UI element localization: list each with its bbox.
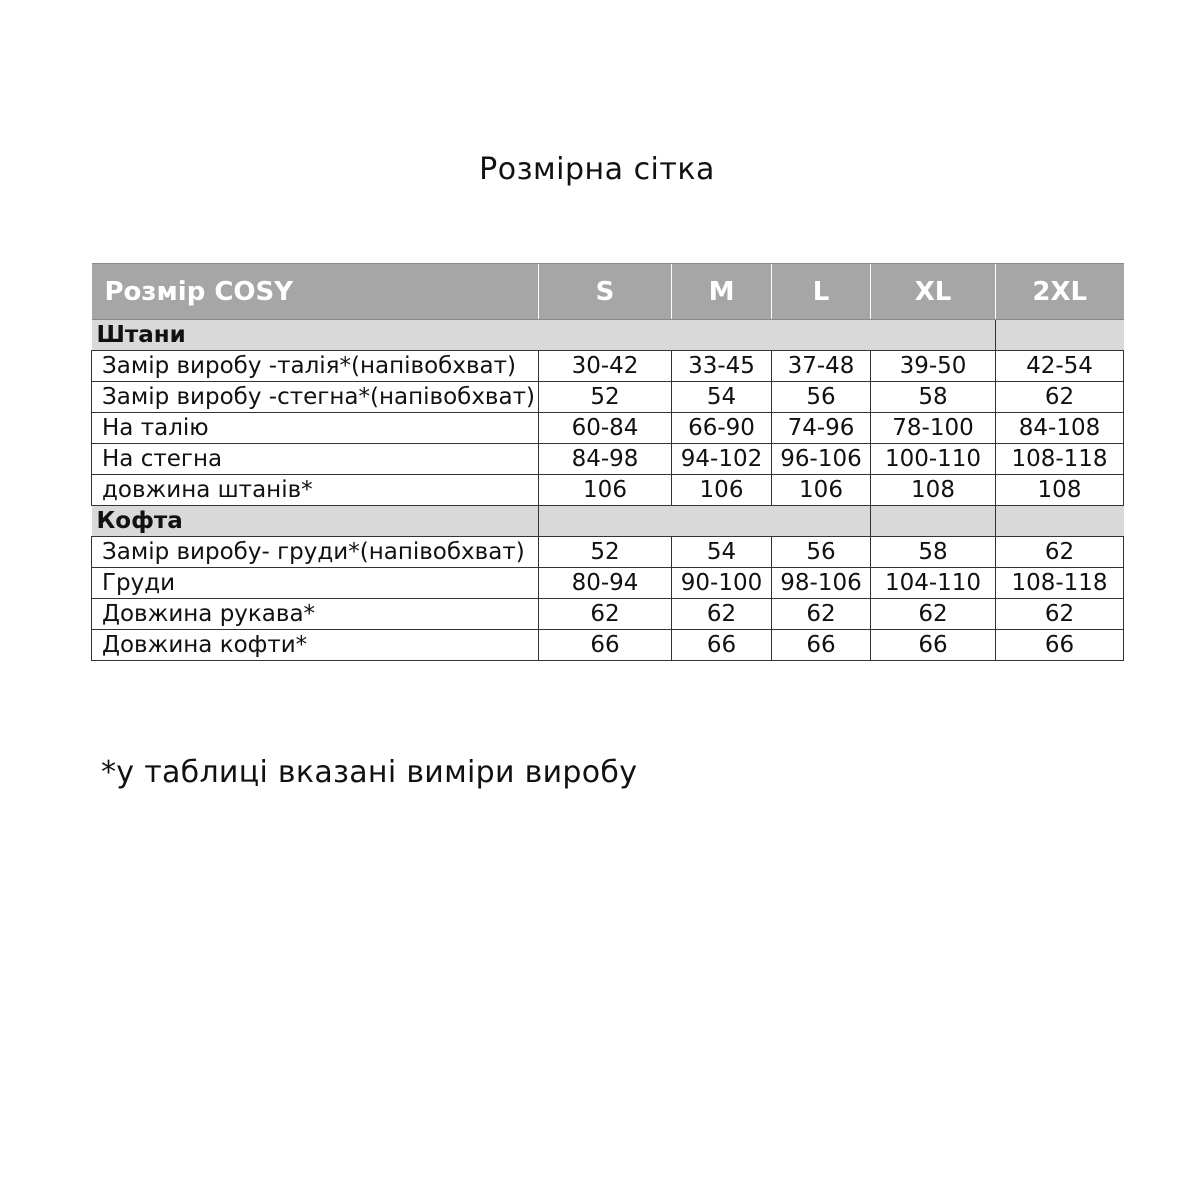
cell-value: 106 bbox=[539, 475, 672, 506]
cell-value: 56 bbox=[772, 382, 871, 413]
cell-value: 30-42 bbox=[539, 351, 672, 382]
cell-value: 84-98 bbox=[539, 444, 672, 475]
table-row bbox=[92, 444, 1124, 475]
cell-value: 37-48 bbox=[772, 351, 871, 382]
section-row-pants bbox=[92, 320, 1124, 351]
cell-value: 62 bbox=[996, 537, 1124, 568]
cell-value: 90-100 bbox=[672, 568, 772, 599]
section-filler bbox=[996, 320, 1124, 351]
cell-value: 66 bbox=[772, 630, 871, 661]
cell-value: 104-110 bbox=[871, 568, 996, 599]
page-title: Розмірна сітка bbox=[479, 152, 715, 187]
table-row bbox=[92, 475, 1124, 506]
header-label: Розмір COSY bbox=[92, 264, 539, 320]
row-label: довжина штанів* bbox=[92, 475, 539, 506]
size-header-m: M bbox=[672, 264, 772, 320]
cell-value: 106 bbox=[772, 475, 871, 506]
cell-value: 66 bbox=[871, 630, 996, 661]
size-chart-table bbox=[91, 263, 1124, 661]
cell-value: 96-106 bbox=[772, 444, 871, 475]
cell-value: 80-94 bbox=[539, 568, 672, 599]
row-label: На талію bbox=[92, 413, 539, 444]
cell-value: 62 bbox=[871, 599, 996, 630]
cell-value: 62 bbox=[672, 599, 772, 630]
row-label: Груди bbox=[92, 568, 539, 599]
cell-value: 100-110 bbox=[871, 444, 996, 475]
table-row bbox=[92, 599, 1124, 630]
cell-value: 106 bbox=[672, 475, 772, 506]
table-row bbox=[92, 413, 1124, 444]
row-label: Замір виробу -стегна*(напівобхват) bbox=[92, 382, 539, 413]
cell-value: 58 bbox=[871, 382, 996, 413]
cell-value: 62 bbox=[772, 599, 871, 630]
cell-value: 98-106 bbox=[772, 568, 871, 599]
size-header-xl: XL bbox=[871, 264, 996, 320]
table-row bbox=[92, 630, 1124, 661]
cell-value: 108-118 bbox=[996, 568, 1124, 599]
cell-value: 39-50 bbox=[871, 351, 996, 382]
section-title-sweater: Кофта bbox=[92, 506, 539, 537]
section-filler bbox=[871, 506, 996, 537]
table-row bbox=[92, 537, 1124, 568]
cell-value: 33-45 bbox=[672, 351, 772, 382]
cell-value: 54 bbox=[672, 382, 772, 413]
cell-value: 42-54 bbox=[996, 351, 1124, 382]
cell-value: 66-90 bbox=[672, 413, 772, 444]
cell-value: 56 bbox=[772, 537, 871, 568]
cell-value: 84-108 bbox=[996, 413, 1124, 444]
size-header-l: L bbox=[772, 264, 871, 320]
row-label: Довжина кофти* bbox=[92, 630, 539, 661]
cell-value: 66 bbox=[539, 630, 672, 661]
cell-value: 58 bbox=[871, 537, 996, 568]
cell-value: 52 bbox=[539, 382, 672, 413]
cell-value: 74-96 bbox=[772, 413, 871, 444]
cell-value: 108 bbox=[871, 475, 996, 506]
cell-value: 78-100 bbox=[871, 413, 996, 444]
size-header-s: S bbox=[539, 264, 672, 320]
cell-value: 108-118 bbox=[996, 444, 1124, 475]
table-row bbox=[92, 568, 1124, 599]
cell-value: 62 bbox=[996, 382, 1124, 413]
cell-value: 62 bbox=[539, 599, 672, 630]
cell-value: 94-102 bbox=[672, 444, 772, 475]
cell-value: 66 bbox=[996, 630, 1124, 661]
table-header-row bbox=[92, 264, 1124, 320]
cell-value: 52 bbox=[539, 537, 672, 568]
row-label: Замір виробу -талія*(напівобхват) bbox=[92, 351, 539, 382]
row-label: Довжина рукава* bbox=[92, 599, 539, 630]
table-row bbox=[92, 351, 1124, 382]
section-filler bbox=[996, 506, 1124, 537]
row-label: Замір виробу- груди*(напівобхват) bbox=[92, 537, 539, 568]
cell-value: 62 bbox=[996, 599, 1124, 630]
cell-value: 60-84 bbox=[539, 413, 672, 444]
cell-value: 66 bbox=[672, 630, 772, 661]
section-title-pants: Штани bbox=[92, 320, 996, 351]
row-label: На стегна bbox=[92, 444, 539, 475]
cell-value: 108 bbox=[996, 475, 1124, 506]
size-header-2xl: 2XL bbox=[996, 264, 1124, 320]
cell-value: 54 bbox=[672, 537, 772, 568]
section-row-sweater bbox=[92, 506, 1124, 537]
table-row bbox=[92, 382, 1124, 413]
section-filler bbox=[539, 506, 871, 537]
footnote: *у таблиці вказані виміри виробу bbox=[101, 755, 638, 790]
